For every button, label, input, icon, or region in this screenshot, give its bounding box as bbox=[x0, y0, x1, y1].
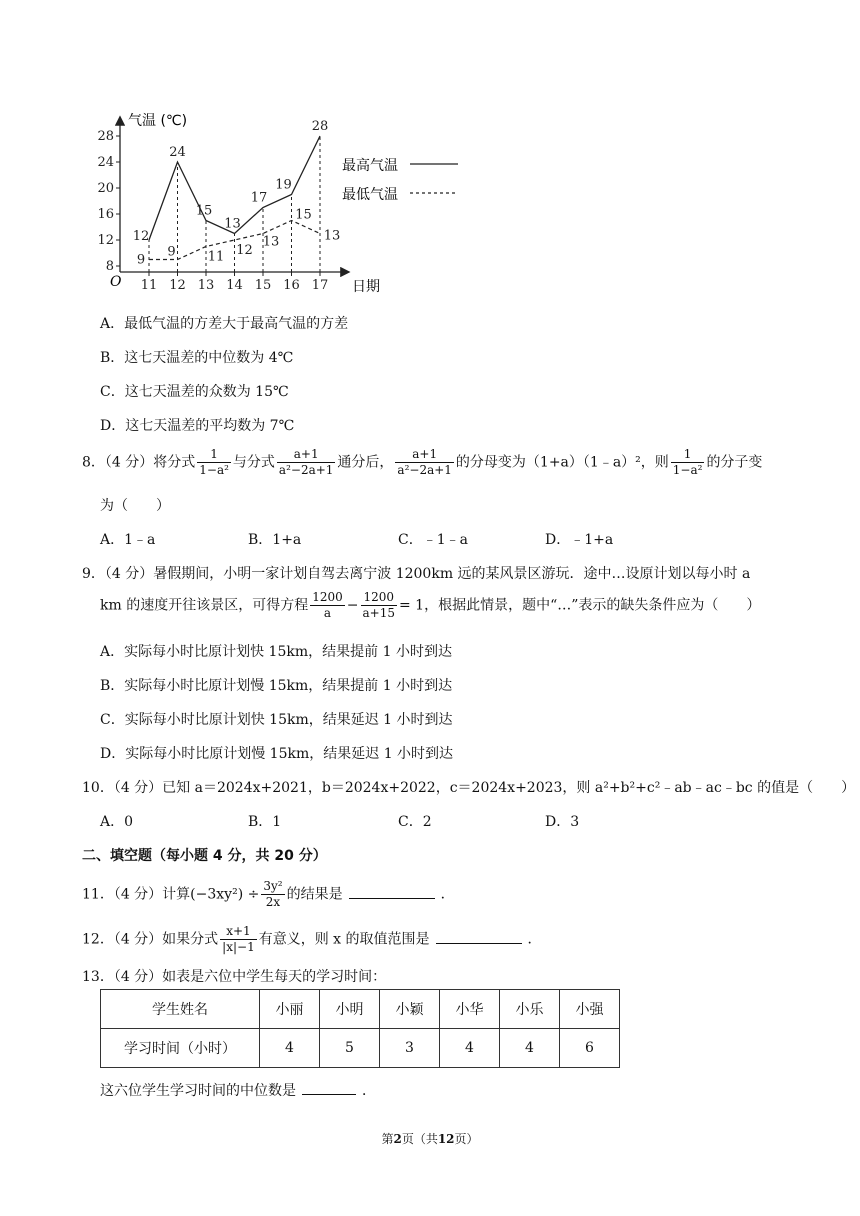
q12-fraction bbox=[220, 924, 257, 955]
data-label-high: 15 bbox=[195, 203, 213, 219]
q9-line2-b: ，根据此情景，题中“…”表示的缺失条件应为（ ） bbox=[424, 597, 761, 614]
data-label-low: 15 bbox=[295, 207, 312, 223]
q10-stem: 10．（4 分）已知 a＝2024x+2021，b＝2024x+2022，c＝2024x+2023，则 a²+b²+c²﹣ab﹣ac﹣bc 的值是（ ） bbox=[82, 780, 856, 796]
q10-option-d: D．3 bbox=[545, 814, 580, 830]
q8-option-a: A．1﹣a bbox=[100, 532, 156, 548]
table-cell: 小强 bbox=[560, 990, 620, 1029]
q9-minus: − bbox=[346, 597, 359, 614]
footer-page-number: 2 bbox=[393, 1132, 402, 1146]
q8-fraction-4 bbox=[671, 447, 705, 478]
table-cell: 小丽 bbox=[260, 990, 320, 1029]
q9-line2-a: km 的速度开往该景区，可得方程 bbox=[100, 597, 309, 614]
q12-end: ． bbox=[527, 931, 542, 948]
q11-fraction bbox=[261, 879, 284, 910]
table-header-row bbox=[101, 990, 620, 1029]
y-tick-label: 28 bbox=[97, 129, 114, 144]
data-label-high: 12 bbox=[132, 229, 150, 244]
chart-y-title: 气温 (℃) bbox=[128, 113, 188, 129]
q9-f1-den: a bbox=[310, 605, 345, 621]
q9-option-a: A．实际每小时比原计划快 15km，结果提前 1 小时到达 bbox=[100, 644, 452, 660]
q9-option-d: D．实际每小时比原计划慢 15km，结果延迟 1 小时到达 bbox=[100, 746, 454, 762]
data-label-low: 9 bbox=[167, 244, 176, 260]
q7-option-d: D．这七天温差的平均数为 7℃ bbox=[100, 418, 295, 434]
q10-option-b: B．1 bbox=[248, 814, 282, 830]
x-tick-label: 15 bbox=[254, 278, 272, 293]
q8-f3-den: a²−2a+1 bbox=[397, 463, 452, 477]
q8-f1-num: 1 bbox=[210, 447, 218, 461]
data-label-low: 13 bbox=[323, 228, 341, 244]
q11-stem bbox=[82, 879, 455, 910]
table-cell: 5 bbox=[320, 1029, 380, 1068]
q13-stem: 13．（4 分）如表是六位中学生每天的学习时间： bbox=[82, 969, 387, 985]
q12-f-den: |x|−1 bbox=[222, 940, 255, 954]
q12-f-num: x+1 bbox=[226, 924, 251, 938]
q9-f2-den: a+15 bbox=[362, 606, 395, 620]
q8-mid1: 与分式 bbox=[232, 454, 275, 471]
q8-fraction-3 bbox=[395, 447, 454, 478]
q9-f1-num: 1200 bbox=[312, 590, 343, 604]
q12-suffix: 有意义，则 x 的取值范围是 bbox=[258, 931, 430, 948]
table-cell: 小华 bbox=[440, 990, 500, 1029]
data-label-low: 11 bbox=[207, 249, 225, 265]
study-time-table bbox=[100, 989, 620, 1068]
table-cell: 小明 bbox=[320, 990, 380, 1029]
x-tick-label: 17 bbox=[311, 278, 329, 293]
data-label-high: 28 bbox=[311, 119, 329, 134]
data-label-high: 19 bbox=[275, 177, 292, 193]
q7-option-b: B．这七天温差的中位数为 4℃ bbox=[100, 350, 294, 366]
q12-stem bbox=[82, 924, 542, 955]
legend-low-label: 最低气温 bbox=[342, 187, 398, 203]
x-tick-label: 16 bbox=[283, 278, 300, 293]
q8-fraction-1 bbox=[197, 447, 231, 478]
q9-fraction-2 bbox=[361, 590, 397, 621]
q8-option-d: D．﹣1+a bbox=[545, 532, 614, 548]
footer-mid: 页（共 bbox=[401, 1132, 438, 1146]
q10-option-a: A．0 bbox=[100, 814, 134, 830]
temperature-chart bbox=[97, 108, 480, 298]
q8-option-b: B．1+a bbox=[248, 532, 302, 548]
q13-after bbox=[100, 1080, 376, 1100]
q11-prefix: 11．（4 分）计算(−3xy²) ÷ bbox=[82, 886, 260, 903]
page-footer bbox=[0, 1130, 860, 1147]
q9-eq: = 1 bbox=[398, 597, 425, 614]
q8-mid2: 通分后， bbox=[337, 454, 394, 471]
q13-end: ． bbox=[362, 1083, 376, 1099]
table-cell: 3 bbox=[380, 1029, 440, 1068]
data-label-low: 12 bbox=[236, 243, 253, 258]
data-label-high: 13 bbox=[224, 216, 241, 232]
data-label-high: 24 bbox=[169, 145, 186, 160]
footer-total-pages: 12 bbox=[437, 1132, 455, 1146]
q9-fraction-1 bbox=[310, 590, 345, 621]
q8-fraction-2 bbox=[277, 447, 336, 478]
q9-option-b: B．实际每小时比原计划慢 15km，结果提前 1 小时到达 bbox=[100, 678, 453, 694]
y-tick-label: 12 bbox=[97, 233, 114, 248]
x-tick-label: 12 bbox=[169, 278, 186, 293]
q8-option-c: C．﹣1﹣a bbox=[398, 532, 468, 548]
x-tick-label: 13 bbox=[197, 278, 215, 293]
x-tick-label: 11 bbox=[140, 278, 158, 293]
legend-high-label: 最高气温 bbox=[342, 158, 398, 174]
section-2-heading: 二、填空题（每小题 4 分，共 20 分） bbox=[82, 848, 327, 864]
table-cell: 学习时间（小时） bbox=[101, 1029, 260, 1068]
q11-end: ． bbox=[440, 886, 455, 903]
q8-f2-den: a²−2a+1 bbox=[278, 463, 334, 477]
table-cell: 小颖 bbox=[380, 990, 440, 1029]
data-label-low: 9 bbox=[136, 252, 146, 268]
q8-line2: 为（ ） bbox=[100, 498, 170, 514]
q13-answer-blank[interactable] bbox=[302, 1080, 356, 1095]
q8-f3-num: a+1 bbox=[412, 447, 438, 461]
x-tick-label: 14 bbox=[226, 278, 243, 293]
y-tick-label: 24 bbox=[97, 155, 114, 170]
q9-line1: 9．（4 分）暑假期间，小明一家计划自驾去离宁波 1200km 远的某风景区游玩．途中…设原计划以每小时 a bbox=[82, 566, 751, 582]
chart-x-title: 日期 bbox=[352, 279, 380, 295]
q11-f-num: 3y² bbox=[263, 879, 283, 893]
table-row bbox=[101, 1029, 620, 1068]
q7-option-c: C．这七天温差的众数为 15℃ bbox=[100, 384, 289, 400]
q8-f1-den: 1−a² bbox=[199, 463, 229, 477]
footer-post: 页） bbox=[454, 1132, 479, 1146]
q9-line2 bbox=[100, 590, 760, 621]
q12-prefix: 12．（4 分）如果分式 bbox=[82, 931, 219, 948]
q11-f-den: 2x bbox=[261, 894, 284, 910]
y-tick-label: 20 bbox=[97, 181, 114, 196]
q13-after-text: 这六位学生学习时间的中位数是 bbox=[100, 1083, 296, 1099]
q11-answer-blank[interactable] bbox=[349, 884, 435, 899]
q8-stem bbox=[82, 447, 762, 478]
q11-suffix: 的结果是 bbox=[286, 886, 343, 903]
table-cell: 4 bbox=[440, 1029, 500, 1068]
table-cell: 6 bbox=[560, 1029, 620, 1068]
table-cell: 小乐 bbox=[500, 990, 560, 1029]
data-label-low: 13 bbox=[262, 234, 280, 250]
q8-prefix: 8．（4 分）将分式 bbox=[82, 454, 196, 471]
footer-pre: 第 bbox=[381, 1132, 394, 1146]
q8-f2-num: a+1 bbox=[293, 447, 319, 461]
table-cell: 4 bbox=[500, 1029, 560, 1068]
table-cell: 学生姓名 bbox=[101, 990, 260, 1029]
q8-f4-den: 1−a² bbox=[672, 463, 703, 477]
q8-f4-num: 1 bbox=[683, 447, 692, 461]
q8-suffix: 的分子变 bbox=[706, 454, 763, 471]
q9-option-c: C．实际每小时比原计划快 15km，结果延迟 1 小时到达 bbox=[100, 712, 453, 728]
q12-answer-blank[interactable] bbox=[436, 929, 522, 944]
data-label-high: 17 bbox=[250, 190, 268, 206]
y-tick-label: 8 bbox=[105, 259, 114, 274]
q7-option-a: A．最低气温的方差大于最高气温的方差 bbox=[100, 316, 349, 332]
q10-option-c: C．2 bbox=[398, 814, 432, 830]
q8-mid3: 的分母变为（1+a）（1﹣a）²，则 bbox=[455, 454, 669, 471]
q9-f2-num: 1200 bbox=[363, 590, 395, 604]
y-tick-label: 16 bbox=[97, 207, 114, 222]
chart-origin: O bbox=[110, 274, 122, 290]
table-cell: 4 bbox=[260, 1029, 320, 1068]
